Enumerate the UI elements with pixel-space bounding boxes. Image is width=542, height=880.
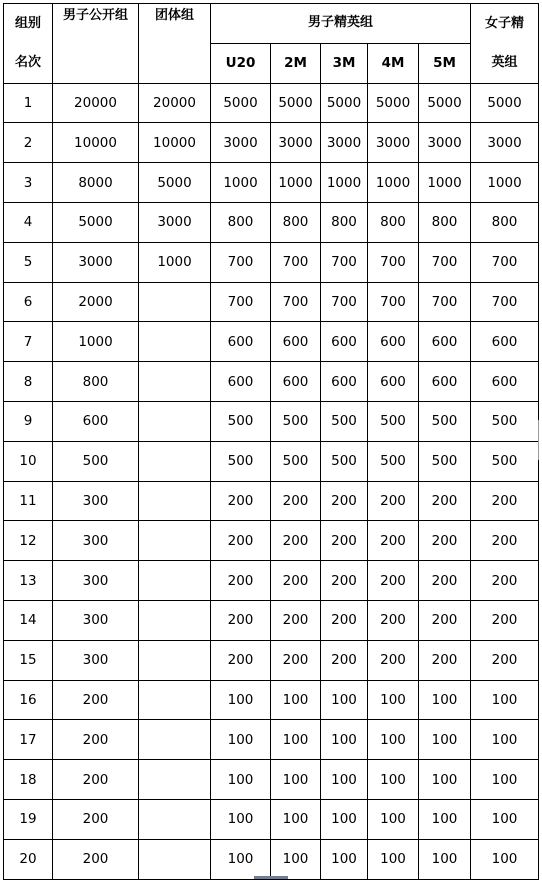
page-break-marker <box>254 876 288 879</box>
cell-5m: 800 <box>419 202 471 242</box>
cell-5m: 5000 <box>419 83 471 123</box>
cell-women-elite: 200 <box>471 600 539 640</box>
cell-4m: 600 <box>368 362 419 402</box>
cell-team <box>139 839 211 879</box>
cell-2m: 800 <box>271 202 321 242</box>
cell-3m: 100 <box>321 799 368 839</box>
cell-rank: 20 <box>4 839 53 879</box>
cell-team: 10000 <box>139 123 211 163</box>
cell-5m: 100 <box>419 720 471 760</box>
cell-4m: 3000 <box>368 123 419 163</box>
cell-3m: 200 <box>321 600 368 640</box>
cell-men-open: 300 <box>53 481 139 521</box>
cell-women-elite: 200 <box>471 521 539 561</box>
cell-men-open: 20000 <box>53 83 139 123</box>
cell-2m: 100 <box>271 680 321 720</box>
cell-2m: 3000 <box>271 123 321 163</box>
cell-5m: 3000 <box>419 123 471 163</box>
table-row <box>4 83 539 123</box>
table-row <box>4 640 539 680</box>
cell-3m: 600 <box>321 322 368 362</box>
table-row <box>4 123 539 163</box>
table-row <box>4 799 539 839</box>
cell-3m: 200 <box>321 481 368 521</box>
cell-rank: 6 <box>4 282 53 322</box>
cell-u20: 100 <box>211 799 271 839</box>
cell-rank: 11 <box>4 481 53 521</box>
cell-2m: 200 <box>271 561 321 601</box>
cell-2m: 100 <box>271 839 321 879</box>
table-row <box>4 441 539 481</box>
cell-men-open: 200 <box>53 680 139 720</box>
cell-4m: 700 <box>368 242 419 282</box>
cell-rank: 10 <box>4 441 53 481</box>
cell-2m: 500 <box>271 401 321 441</box>
cell-3m: 100 <box>321 760 368 800</box>
cell-women-elite: 200 <box>471 640 539 680</box>
header-row-1 <box>4 4 539 44</box>
cell-men-open: 8000 <box>53 163 139 203</box>
cell-women-elite: 100 <box>471 720 539 760</box>
cell-women-elite: 100 <box>471 760 539 800</box>
header-women-elite-top: 女子精 <box>471 4 539 44</box>
cell-2m: 100 <box>271 760 321 800</box>
cell-team <box>139 600 211 640</box>
cell-team <box>139 760 211 800</box>
cell-team: 1000 <box>139 242 211 282</box>
cell-4m: 200 <box>368 521 419 561</box>
table-body <box>4 4 539 880</box>
cell-5m: 200 <box>419 521 471 561</box>
cell-u20: 1000 <box>211 163 271 203</box>
cell-rank: 17 <box>4 720 53 760</box>
cell-rank: 8 <box>4 362 53 402</box>
cell-men-open: 1000 <box>53 322 139 362</box>
table-row <box>4 561 539 601</box>
table-row <box>4 680 539 720</box>
cell-2m: 1000 <box>271 163 321 203</box>
cell-u20: 5000 <box>211 83 271 123</box>
cell-women-elite: 700 <box>471 282 539 322</box>
cell-men-open: 200 <box>53 839 139 879</box>
cell-5m: 1000 <box>419 163 471 203</box>
table-row <box>4 720 539 760</box>
cell-men-open: 300 <box>53 561 139 601</box>
header-men-open: 男子公开组 <box>53 4 139 84</box>
table-row <box>4 163 539 203</box>
scroll-edge-marker <box>538 420 542 460</box>
cell-3m: 500 <box>321 401 368 441</box>
cell-5m: 100 <box>419 839 471 879</box>
cell-u20: 200 <box>211 640 271 680</box>
cell-4m: 5000 <box>368 83 419 123</box>
cell-rank: 15 <box>4 640 53 680</box>
cell-team: 3000 <box>139 202 211 242</box>
cell-women-elite: 5000 <box>471 83 539 123</box>
cell-u20: 600 <box>211 362 271 402</box>
cell-men-open: 300 <box>53 600 139 640</box>
cell-men-open: 800 <box>53 362 139 402</box>
cell-team <box>139 640 211 680</box>
cell-u20: 100 <box>211 839 271 879</box>
cell-men-open: 500 <box>53 441 139 481</box>
cell-5m: 200 <box>419 561 471 601</box>
cell-men-open: 10000 <box>53 123 139 163</box>
header-sub-4m: 4M <box>368 43 419 83</box>
cell-3m: 100 <box>321 839 368 879</box>
cell-2m: 200 <box>271 640 321 680</box>
cell-3m: 1000 <box>321 163 368 203</box>
header-sub-u20: U20 <box>211 43 271 83</box>
cell-men-open: 5000 <box>53 202 139 242</box>
cell-4m: 200 <box>368 561 419 601</box>
cell-women-elite: 600 <box>471 362 539 402</box>
cell-u20: 100 <box>211 720 271 760</box>
cell-u20: 3000 <box>211 123 271 163</box>
cell-2m: 5000 <box>271 83 321 123</box>
cell-rank: 1 <box>4 83 53 123</box>
cell-women-elite: 500 <box>471 441 539 481</box>
cell-u20: 700 <box>211 282 271 322</box>
header-rank-label: 名次 <box>4 43 53 83</box>
cell-women-elite: 200 <box>471 481 539 521</box>
table-row <box>4 282 539 322</box>
cell-5m: 700 <box>419 242 471 282</box>
cell-2m: 100 <box>271 799 321 839</box>
cell-2m: 200 <box>271 481 321 521</box>
cell-u20: 500 <box>211 441 271 481</box>
cell-5m: 100 <box>419 680 471 720</box>
cell-women-elite: 3000 <box>471 123 539 163</box>
cell-4m: 100 <box>368 760 419 800</box>
cell-rank: 14 <box>4 600 53 640</box>
cell-4m: 700 <box>368 282 419 322</box>
cell-3m: 5000 <box>321 83 368 123</box>
cell-3m: 200 <box>321 640 368 680</box>
cell-team: 5000 <box>139 163 211 203</box>
cell-men-open: 600 <box>53 401 139 441</box>
cell-4m: 500 <box>368 401 419 441</box>
table-row <box>4 322 539 362</box>
cell-u20: 100 <box>211 680 271 720</box>
cell-u20: 200 <box>211 600 271 640</box>
cell-2m: 700 <box>271 242 321 282</box>
cell-3m: 700 <box>321 282 368 322</box>
cell-3m: 600 <box>321 362 368 402</box>
cell-team <box>139 561 211 601</box>
cell-4m: 1000 <box>368 163 419 203</box>
cell-men-open: 300 <box>53 521 139 561</box>
cell-rank: 4 <box>4 202 53 242</box>
cell-u20: 200 <box>211 481 271 521</box>
cell-2m: 100 <box>271 720 321 760</box>
cell-3m: 700 <box>321 242 368 282</box>
cell-team: 20000 <box>139 83 211 123</box>
cell-men-open: 200 <box>53 799 139 839</box>
cell-rank: 13 <box>4 561 53 601</box>
cell-team <box>139 680 211 720</box>
cell-2m: 200 <box>271 521 321 561</box>
cell-men-open: 3000 <box>53 242 139 282</box>
prize-table <box>3 3 539 880</box>
cell-women-elite: 500 <box>471 401 539 441</box>
cell-team <box>139 720 211 760</box>
cell-women-elite: 200 <box>471 561 539 601</box>
cell-2m: 600 <box>271 362 321 402</box>
cell-u20: 500 <box>211 401 271 441</box>
cell-rank: 5 <box>4 242 53 282</box>
cell-4m: 800 <box>368 202 419 242</box>
cell-men-open: 300 <box>53 640 139 680</box>
cell-4m: 600 <box>368 322 419 362</box>
cell-4m: 200 <box>368 640 419 680</box>
cell-team <box>139 322 211 362</box>
cell-4m: 100 <box>368 839 419 879</box>
cell-u20: 700 <box>211 242 271 282</box>
cell-5m: 600 <box>419 362 471 402</box>
cell-team <box>139 521 211 561</box>
cell-4m: 200 <box>368 600 419 640</box>
header-sub-5m: 5M <box>419 43 471 83</box>
table-row <box>4 600 539 640</box>
cell-women-elite: 100 <box>471 680 539 720</box>
cell-4m: 500 <box>368 441 419 481</box>
cell-5m: 600 <box>419 322 471 362</box>
cell-3m: 800 <box>321 202 368 242</box>
cell-5m: 500 <box>419 401 471 441</box>
cell-4m: 100 <box>368 720 419 760</box>
cell-4m: 200 <box>368 481 419 521</box>
cell-u20: 800 <box>211 202 271 242</box>
cell-rank: 2 <box>4 123 53 163</box>
cell-3m: 3000 <box>321 123 368 163</box>
cell-team <box>139 481 211 521</box>
table-row <box>4 839 539 879</box>
table-row <box>4 481 539 521</box>
cell-team <box>139 282 211 322</box>
table-row <box>4 362 539 402</box>
cell-5m: 100 <box>419 799 471 839</box>
cell-5m: 200 <box>419 600 471 640</box>
cell-rank: 12 <box>4 521 53 561</box>
cell-team <box>139 401 211 441</box>
document-page <box>3 3 538 880</box>
cell-women-elite: 700 <box>471 242 539 282</box>
header-group-label: 组别 <box>4 4 53 44</box>
header-sub-3m: 3M <box>321 43 368 83</box>
table-row <box>4 401 539 441</box>
cell-u20: 200 <box>211 561 271 601</box>
cell-3m: 100 <box>321 720 368 760</box>
cell-men-open: 200 <box>53 760 139 800</box>
cell-rank: 18 <box>4 760 53 800</box>
cell-women-elite: 800 <box>471 202 539 242</box>
cell-3m: 200 <box>321 521 368 561</box>
cell-3m: 100 <box>321 680 368 720</box>
cell-rank: 19 <box>4 799 53 839</box>
table-row <box>4 242 539 282</box>
cell-women-elite: 100 <box>471 799 539 839</box>
cell-team <box>139 362 211 402</box>
cell-3m: 500 <box>321 441 368 481</box>
table-row <box>4 760 539 800</box>
table-row <box>4 521 539 561</box>
cell-u20: 100 <box>211 760 271 800</box>
cell-women-elite: 600 <box>471 322 539 362</box>
cell-rank: 3 <box>4 163 53 203</box>
cell-5m: 100 <box>419 760 471 800</box>
cell-men-open: 200 <box>53 720 139 760</box>
cell-3m: 200 <box>321 561 368 601</box>
header-women-elite-bottom: 英组 <box>471 43 539 83</box>
cell-team <box>139 799 211 839</box>
cell-2m: 500 <box>271 441 321 481</box>
cell-u20: 600 <box>211 322 271 362</box>
cell-women-elite: 1000 <box>471 163 539 203</box>
cell-team <box>139 441 211 481</box>
cell-men-open: 2000 <box>53 282 139 322</box>
cell-5m: 200 <box>419 640 471 680</box>
cell-2m: 200 <box>271 600 321 640</box>
cell-5m: 700 <box>419 282 471 322</box>
cell-5m: 200 <box>419 481 471 521</box>
table-row <box>4 202 539 242</box>
header-men-elite: 男子精英组 <box>211 4 471 44</box>
cell-4m: 100 <box>368 799 419 839</box>
cell-rank: 16 <box>4 680 53 720</box>
cell-2m: 700 <box>271 282 321 322</box>
cell-u20: 200 <box>211 521 271 561</box>
cell-4m: 100 <box>368 680 419 720</box>
header-sub-2m: 2M <box>271 43 321 83</box>
cell-5m: 500 <box>419 441 471 481</box>
cell-rank: 9 <box>4 401 53 441</box>
header-team: 团体组 <box>139 4 211 84</box>
cell-women-elite: 100 <box>471 839 539 879</box>
cell-2m: 600 <box>271 322 321 362</box>
cell-rank: 7 <box>4 322 53 362</box>
